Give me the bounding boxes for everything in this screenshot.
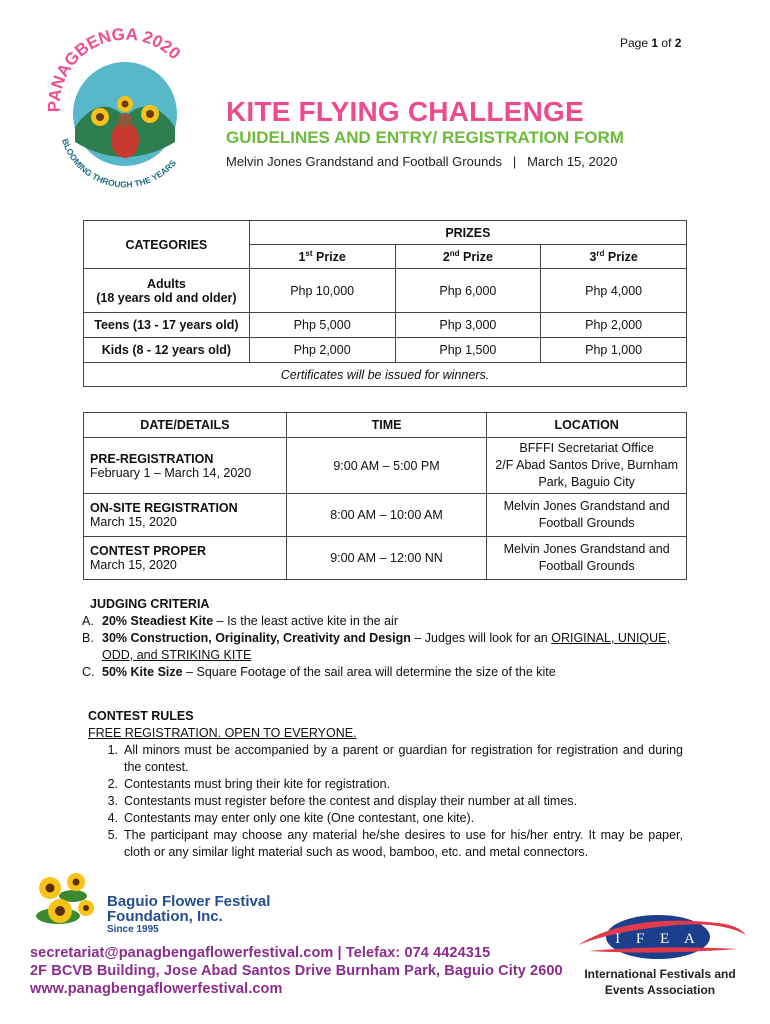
table-row <box>84 269 687 313</box>
prize-cell: Php 2,000 <box>249 338 395 363</box>
contact-line-website: www.panagbengaflowerfestival.com <box>30 981 283 997</box>
prize-cell: Php 6,000 <box>395 269 541 313</box>
prize-cell: Php 3,000 <box>395 313 541 338</box>
schedule-header-location: LOCATION <box>487 413 687 438</box>
prize-col-2nd: 2nd Prize <box>395 245 541 269</box>
prize-col-3rd: 3rd Prize <box>541 245 687 269</box>
prizes-header: PRIZES <box>249 221 686 245</box>
prize-cell: Php 10,000 <box>249 269 395 313</box>
rules-subheading: FREE REGISTRATION. OPEN TO EVERYONE. <box>88 726 357 740</box>
schedule-time-cell: 9:00 AM – 12:00 NN <box>286 537 487 580</box>
list-item: C. 50% Kite Size – Square Footage of the sail area will determine the size of the kite <box>82 665 556 679</box>
logo-arc-bottom: BLOOMING THROUGH THE YEARS <box>60 137 179 190</box>
table-row <box>84 338 687 363</box>
table-row <box>84 313 687 338</box>
prizes-note: Certificates will be issued for winners. <box>84 363 687 387</box>
ifea-letters: I F E A <box>615 931 701 947</box>
schedule-detail-cell: PRE-REGISTRATION February 1 – March 14, 2020 <box>84 438 287 494</box>
judging-criteria <box>82 596 680 681</box>
prize-cell: Php 5,000 <box>249 313 395 338</box>
list-item: 5. The participant may choose any material he/she desires to use for his/her entry. It may be paper, cloth or any similar light material such as wood, bamboo, etc. and metal connectors. <box>107 828 683 859</box>
schedule-location-cell: Melvin Jones Grandstand and Football Grounds <box>487 494 687 537</box>
schedule-time-cell: 9:00 AM – 5:00 PM <box>286 438 487 494</box>
list-item: 1. All minors must be accompanied by a parent or guardian for registration for registration and during the contest. <box>107 743 683 774</box>
schedule-location-cell: Melvin Jones Grandstand and Football Grounds <box>487 537 687 580</box>
sunflower-logo-icon <box>28 866 103 936</box>
ifea-logo <box>568 905 748 965</box>
category-cell: Adults (18 years old and older) <box>84 269 250 313</box>
schedule-table <box>83 412 687 580</box>
schedule-detail-cell: CONTEST PROPER March 15, 2020 <box>84 537 287 580</box>
venue-date: Melvin Jones Grandstand and Football Grounds | March 15, 2020 <box>226 154 618 169</box>
list-item: A. 20% Steadiest Kite – Is the least active kite in the air <box>82 614 398 628</box>
page-subtitle: GUIDELINES AND ENTRY/ REGISTRATION FORM <box>226 128 624 147</box>
page-title: KITE FLYING CHALLENGE <box>226 96 584 127</box>
table-row <box>84 494 687 537</box>
schedule-time-cell: 8:00 AM – 10:00 AM <box>286 494 487 537</box>
contest-rules <box>88 708 683 861</box>
schedule-header-time: TIME <box>286 413 487 438</box>
categories-header: CATEGORIES <box>84 221 250 269</box>
contact-line-email: secretariat@panagbengaflowerfestival.com | Telefax: 074 4424315 <box>30 945 491 961</box>
rules-heading: CONTEST RULES <box>88 709 194 723</box>
list-item: 2. Contestants must bring their kite for registration. <box>107 777 391 791</box>
schedule-header-date: DATE/DETAILS <box>84 413 287 438</box>
table-row <box>84 537 687 580</box>
list-item: B. 30% Construction, Originality, Creativity and Design – Judges will look for an ORIGINAL, UNIQUE, ODD, and STRIKING KITE <box>82 631 670 662</box>
prize-cell: Php 1,500 <box>395 338 541 363</box>
prize-cell: Php 2,000 <box>541 313 687 338</box>
contact-line-address: 2F BCVB Building, Jose Abad Santos Drive Burnham Park, Baguio City 2600 <box>30 963 563 979</box>
panagbenga-logo <box>40 22 210 192</box>
logo-arc-top: PANAGBENGA 2020 <box>44 24 185 113</box>
prize-col-1st: 1st Prize <box>249 245 395 269</box>
prize-cell: Php 1,000 <box>541 338 687 363</box>
list-item: 4. Contestants may enter only one kite (One contestant, one kite). <box>107 811 475 825</box>
category-cell: Teens (13 - 17 years old) <box>84 313 250 338</box>
table-row <box>84 438 687 494</box>
schedule-location-cell: BFFFI Secretariat Office 2/F Abad Santos Drive, Burnham Park, Baguio City <box>487 438 687 494</box>
org-name-line2: Foundation, Inc. <box>107 908 223 925</box>
ifea-name: International Festivals and Events Association <box>584 967 736 997</box>
schedule-detail-cell: ON-SITE REGISTRATION March 15, 2020 <box>84 494 287 537</box>
prizes-table <box>83 220 687 387</box>
prize-cell: Php 4,000 <box>541 269 687 313</box>
judging-heading: JUDGING CRITERIA <box>90 597 210 611</box>
org-name-line1: Baguio Flower Festival <box>107 893 271 910</box>
page-number: Page 1 of 2 <box>620 36 682 50</box>
list-item: 3. Contestants must register before the contest and display their number at all times. <box>107 794 578 808</box>
category-cell: Kids (8 - 12 years old) <box>84 338 250 363</box>
org-since: Since 1995 <box>107 924 159 935</box>
